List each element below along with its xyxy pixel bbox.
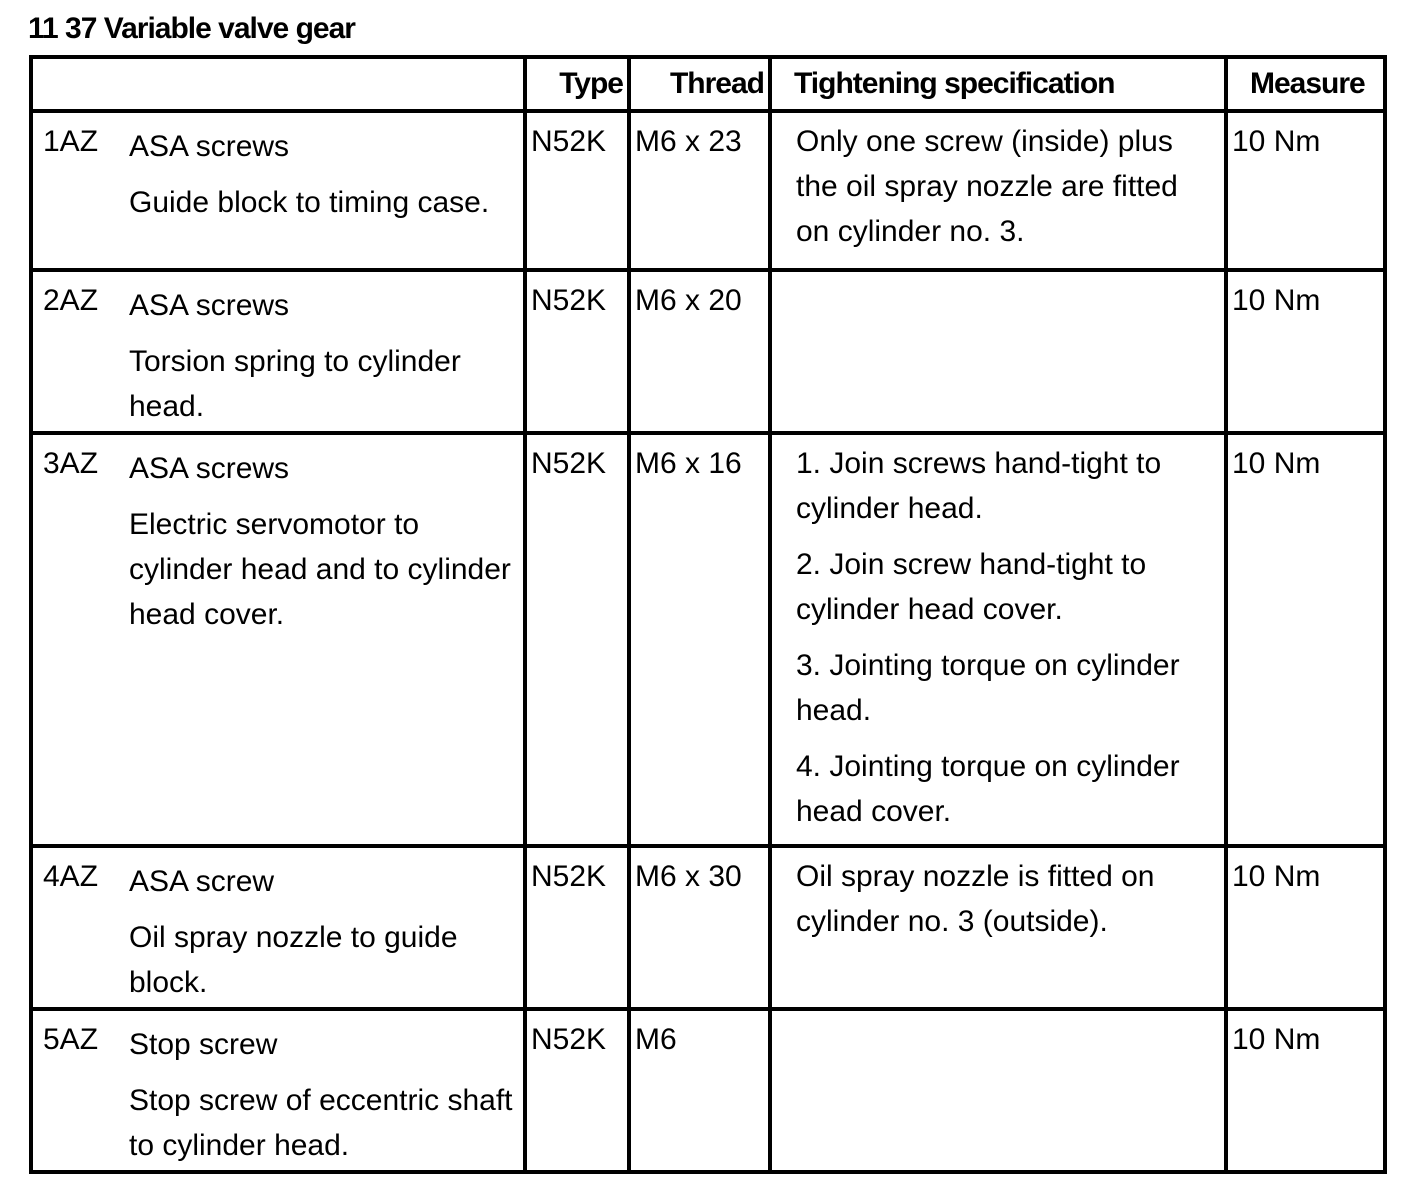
description-cell bbox=[31, 270, 525, 433]
thread-cell: M6 x 23 bbox=[629, 111, 770, 270]
thread-cell: M6 x 16 bbox=[629, 433, 770, 846]
measure-cell: 10 Nm bbox=[1226, 846, 1385, 1009]
description-cell bbox=[31, 433, 525, 846]
measure-cell: 10 Nm bbox=[1226, 433, 1385, 846]
part-name: ASA screw bbox=[129, 865, 275, 898]
specification-cell bbox=[770, 111, 1226, 270]
part-description: Guide block to timing case. bbox=[129, 186, 490, 219]
part-name: ASA screws bbox=[129, 452, 290, 485]
description-cell bbox=[31, 1009, 525, 1172]
part-description: Electric servomotor to cylinder head and to cylinder head cover. bbox=[129, 508, 511, 631]
specification-text: Only one screw (inside) plus the oil spray nozzle are fitted on cylinder no. 3. bbox=[796, 125, 1178, 248]
header-type: Type bbox=[525, 57, 629, 111]
measure-cell: 10 Nm bbox=[1226, 270, 1385, 433]
description-cell bbox=[31, 846, 525, 1009]
position-code: 1AZ bbox=[43, 125, 99, 158]
position-code: 2AZ bbox=[43, 284, 99, 317]
measure-cell: 10 Nm bbox=[1226, 111, 1385, 270]
part-name: ASA screws bbox=[129, 130, 290, 163]
position-code: 3AZ bbox=[43, 447, 99, 480]
table-row bbox=[31, 433, 1385, 846]
specification-cell bbox=[770, 1009, 1226, 1172]
part-name: Stop screw bbox=[129, 1028, 278, 1061]
tightening-table bbox=[29, 55, 1387, 1174]
type-cell: N52K bbox=[525, 111, 629, 270]
table-header-row bbox=[31, 57, 1385, 111]
header-tightening-specification: Tightening specification bbox=[770, 57, 1226, 111]
part-description: Torsion spring to cylinder head. bbox=[129, 345, 461, 423]
specification-cell bbox=[770, 433, 1226, 846]
thread-cell: M6 x 30 bbox=[629, 846, 770, 1009]
table-row bbox=[31, 846, 1385, 1009]
header-thread: Thread bbox=[629, 57, 770, 111]
specification-cell bbox=[770, 846, 1226, 1009]
position-code: 5AZ bbox=[43, 1023, 99, 1056]
position-code: 4AZ bbox=[43, 860, 99, 893]
specification-step: 3. Jointing torque on cylinder head. bbox=[796, 649, 1180, 727]
description-cell bbox=[31, 111, 525, 270]
part-name: ASA screws bbox=[129, 289, 290, 322]
table-row bbox=[31, 1009, 1385, 1172]
thread-cell: M6 bbox=[629, 1009, 770, 1172]
specification-text: Oil spray nozzle is fitted on cylinder no. 3 (outside). bbox=[796, 860, 1155, 938]
document-title: 11 37 Variable valve gear bbox=[28, 12, 355, 45]
type-cell: N52K bbox=[525, 1009, 629, 1172]
table-row bbox=[31, 270, 1385, 433]
specification-step: 1. Join screws hand-tight to cylinder head. bbox=[796, 447, 1162, 525]
thread-cell: M6 x 20 bbox=[629, 270, 770, 433]
table-row bbox=[31, 111, 1385, 270]
specification-step: 2. Join screw hand-tight to cylinder head cover. bbox=[796, 548, 1147, 626]
type-cell: N52K bbox=[525, 846, 629, 1009]
part-description: Oil spray nozzle to guide block. bbox=[129, 921, 458, 999]
measure-cell: 10 Nm bbox=[1226, 1009, 1385, 1172]
header-description bbox=[31, 57, 525, 111]
type-cell: N52K bbox=[525, 270, 629, 433]
part-description: Stop screw of eccentric shaft to cylinder head. bbox=[129, 1084, 513, 1162]
header-measure: Measure bbox=[1226, 57, 1385, 111]
specification-step: 4. Jointing torque on cylinder head cover. bbox=[796, 750, 1180, 828]
type-cell: N52K bbox=[525, 433, 629, 846]
specification-cell bbox=[770, 270, 1226, 433]
